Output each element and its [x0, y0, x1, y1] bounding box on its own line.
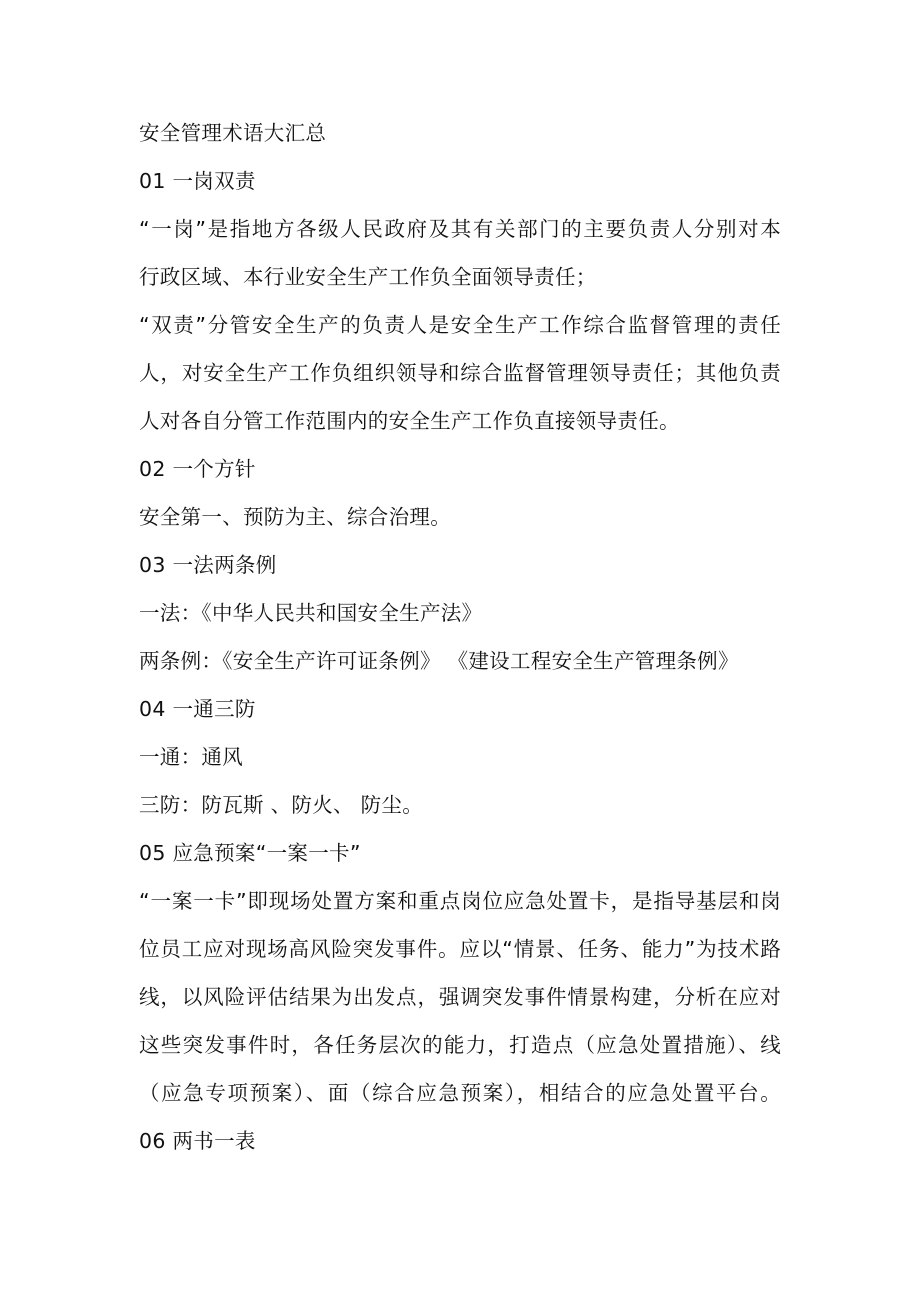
paragraph-line: 安全第一、预防为主、综合治理。: [139, 505, 451, 529]
paragraph-line: “双责”分管安全生产的负责人是安全生产工作综合监督管理的责任: [139, 313, 781, 337]
paragraph-line: 线，以风险评估结果为出发点，强调突发事件情景构建，分析在应对: [139, 985, 781, 1009]
paragraph-line: 一通：通风: [139, 745, 243, 769]
section-heading-04: 04 一通三防: [139, 697, 256, 721]
section-heading-01: 01 一岗双责: [139, 169, 256, 193]
paragraph-line: 位员工应对现场高风险突发事件。应以“情景、任务、能力”为技术路: [139, 937, 781, 961]
paragraph-line: “一岗”是指地方各级人民政府及其有关部门的主要负责人分别对本: [139, 217, 781, 241]
section-heading-05: 05 应急预案“一案一卡”: [139, 841, 361, 865]
paragraph-line: 人对各自分管工作范围内的安全生产工作负直接领导责任。: [139, 409, 680, 433]
section-heading-03: 03 一法两条例: [139, 553, 277, 577]
paragraph-line: （应急专项预案）、面（综合应急预案），相结合的应急处置平台。: [139, 1081, 781, 1105]
paragraph-line: 人，对安全生产工作负组织领导和综合监督管理领导责任；其他负责: [139, 361, 781, 385]
paragraph-line: 一法：《中华人民共和国安全生产法》: [139, 601, 483, 625]
paragraph-line: 两条例：《安全生产许可证条例》 《建设工程安全生产管理条例》: [139, 649, 739, 673]
section-heading-06: 06 两书一表: [139, 1129, 256, 1153]
paragraph-line: 行政区域、本行业安全生产工作负全面领导责任；: [139, 265, 597, 289]
paragraph-line: “一案一卡”即现场处置方案和重点岗位应急处置卡，是指导基层和岗: [139, 889, 781, 913]
document-title: 安全管理术语大汇总: [139, 121, 327, 145]
paragraph-line: 这些突发事件时，各任务层次的能力，打造点（应急处置措施）、线: [139, 1033, 781, 1057]
paragraph-line: 三防：防瓦斯 、防火、 防尘。: [139, 793, 424, 817]
section-heading-02: 02 一个方针: [139, 457, 256, 481]
